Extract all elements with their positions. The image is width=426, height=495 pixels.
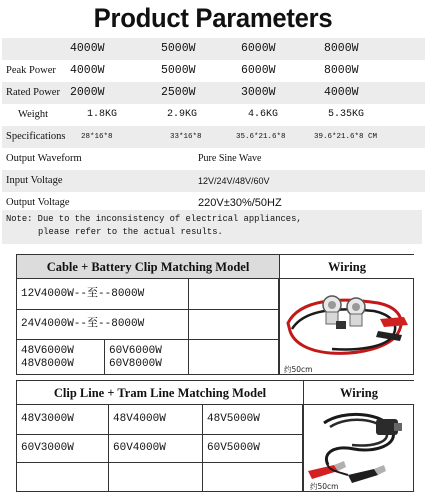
value-cell: 220V±30%/50HZ: [198, 197, 282, 209]
cable-matching-table: [16, 254, 414, 375]
model-text: 48V5000W: [207, 413, 260, 425]
row-label: Peak Power: [6, 65, 56, 76]
value-cell: Pure Sine Wave: [198, 153, 262, 164]
header-cell: 6000W: [241, 42, 276, 55]
note-box: [2, 210, 422, 244]
model-text: 60V3000W: [21, 442, 74, 454]
model-text: 48V4000W: [113, 413, 166, 425]
row-label: Weight: [18, 109, 49, 120]
model-cell: [17, 435, 109, 463]
model-text: 60V5000W: [207, 442, 260, 454]
params-row-weight: [2, 104, 425, 126]
model-text: 60V8000W: [109, 357, 162, 370]
value-cell: 5.35KG: [328, 109, 365, 120]
row-label: Input Voltage: [6, 175, 63, 186]
value-cell: 6000W: [241, 64, 276, 77]
empty-cell: [17, 463, 109, 492]
value-cell: 4000W: [324, 86, 359, 99]
model-text: 24V4000W--至--8000W: [21, 318, 145, 330]
value-cell: 1.8KG: [87, 109, 118, 120]
params-row-rated-power: [2, 82, 425, 104]
value-cell: 5000W: [161, 64, 196, 77]
model-cell: [105, 340, 189, 375]
value-cell: 8000W: [324, 64, 359, 77]
params-row-input-voltage: [2, 170, 425, 192]
model-cell: [109, 435, 203, 463]
model-text: 60V4000W: [113, 442, 166, 454]
header-cell: 8000W: [324, 42, 359, 55]
note-line: Note: Due to the inconsistency of electrical appliances,: [6, 214, 302, 224]
empty-cell: [203, 463, 303, 492]
row-label: Rated Power: [6, 87, 60, 98]
row-label: Specifications: [6, 131, 66, 142]
model-text: 48V8000W: [21, 357, 74, 370]
model-cell: [203, 405, 303, 435]
value-cell: 33*16*8: [170, 133, 202, 141]
value-cell: 39.6*21.6*8 CM: [314, 133, 378, 141]
params-row-output-waveform: [2, 148, 425, 170]
value-cell: 4.6KG: [248, 109, 279, 120]
page-title: Product Parameters: [93, 3, 333, 33]
model-text: 48V3000W: [21, 413, 74, 425]
battery-cable-icon: [280, 279, 414, 375]
clip-matching-table: [16, 380, 414, 492]
clip-wiring-image: [303, 405, 414, 492]
value-cell: 2000W: [70, 86, 105, 99]
cable-table-title: Cable + Battery Clip Matching Model: [17, 255, 279, 279]
params-row-specifications: [2, 126, 425, 148]
empty-cell: [189, 340, 279, 375]
value-cell: 35.6*21.6*8: [236, 133, 286, 141]
model-text: 48V6000W: [21, 344, 74, 357]
model-cell: [109, 405, 203, 435]
empty-cell: [189, 279, 279, 310]
value-cell: 3000W: [241, 86, 276, 99]
wiring-header: Wiring: [303, 381, 414, 405]
parameters-table: [2, 38, 425, 214]
wiring-header: Wiring: [279, 255, 414, 279]
row-label: Output Voltage: [6, 197, 70, 208]
value-cell: 12V/24V/48V/60V: [198, 176, 270, 186]
header-cell: 4000W: [70, 42, 105, 55]
note-line: please refer to the actual results.: [38, 227, 223, 237]
model-cell: [17, 405, 109, 435]
clip-table-title: Clip Line + Tram Line Matching Model: [17, 381, 303, 405]
params-header-row: [2, 38, 425, 60]
model-text: 12V4000W--至--8000W: [21, 287, 145, 300]
value-cell: 2.9KG: [167, 109, 198, 120]
params-row-peak-power: [2, 60, 425, 82]
header-cell: 5000W: [161, 42, 196, 55]
empty-cell: [109, 463, 203, 492]
wire-length-label: 约50cm: [310, 482, 339, 491]
empty-cell: [189, 310, 279, 340]
alligator-clip-cable-icon: [304, 405, 414, 492]
model-text: 60V6000W: [109, 344, 162, 357]
model-cell: [17, 279, 189, 310]
row-label: Output Waveform: [6, 153, 82, 164]
value-cell: 28*16*8: [81, 133, 113, 141]
model-cell: [17, 340, 105, 375]
wire-length-label: 约50cm: [284, 365, 313, 374]
value-cell: 2500W: [161, 86, 196, 99]
model-cell: [17, 310, 189, 340]
model-cell: [203, 435, 303, 463]
value-cell: 4000W: [70, 64, 105, 77]
cable-wiring-image: [279, 279, 414, 375]
